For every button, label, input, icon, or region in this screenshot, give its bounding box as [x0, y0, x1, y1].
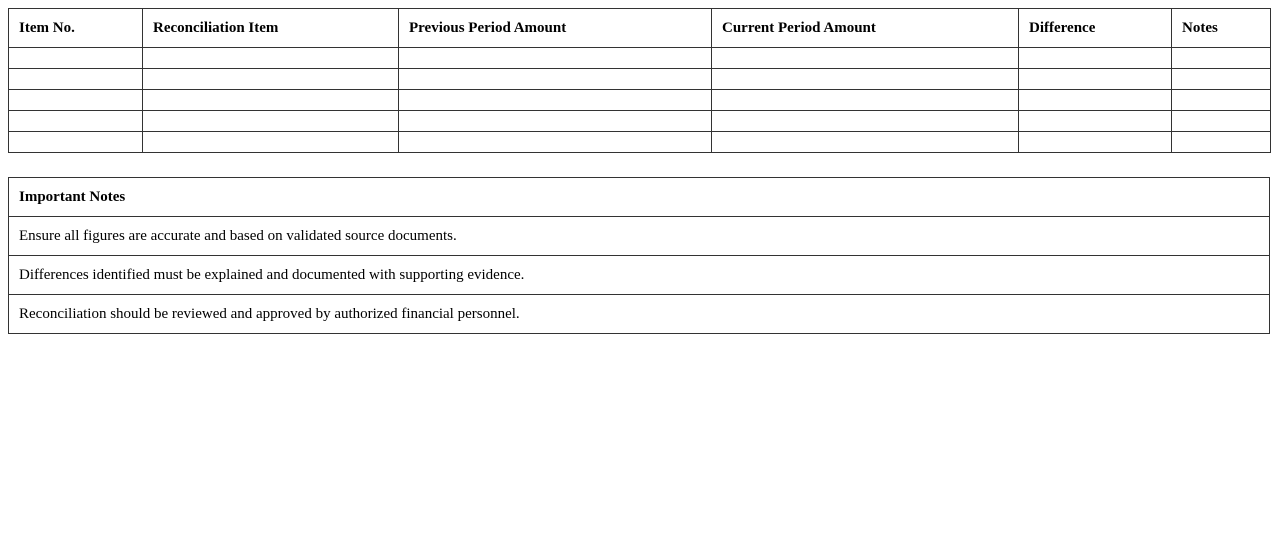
table-cell[interactable]: [399, 69, 712, 90]
table-cell[interactable]: [143, 111, 399, 132]
note-row: [9, 295, 1270, 334]
table-cell[interactable]: [1019, 90, 1172, 111]
table-row: [9, 48, 1271, 69]
table-cell[interactable]: [712, 69, 1019, 90]
table-cell[interactable]: [9, 132, 143, 153]
table-row: [9, 132, 1271, 153]
table-cell[interactable]: [9, 48, 143, 69]
table-cell[interactable]: [1172, 111, 1271, 132]
table-cell[interactable]: [399, 48, 712, 69]
table-cell[interactable]: [399, 90, 712, 111]
table-cell[interactable]: [1019, 48, 1172, 69]
reconciliation-table: [8, 8, 1271, 153]
header-notes: Notes: [1172, 9, 1271, 48]
table-cell[interactable]: [1019, 111, 1172, 132]
table-cell[interactable]: [143, 48, 399, 69]
note-text: Differences identified must be explained and documented with supporting evidence.: [9, 256, 1270, 295]
note-row: [9, 256, 1270, 295]
table-cell[interactable]: [399, 111, 712, 132]
table-cell[interactable]: [1172, 69, 1271, 90]
header-item-no: Item No.: [9, 9, 143, 48]
table-row: [9, 90, 1271, 111]
table-cell[interactable]: [1019, 69, 1172, 90]
table-cell[interactable]: [399, 132, 712, 153]
table-cell[interactable]: [9, 69, 143, 90]
table-cell[interactable]: [1019, 132, 1172, 153]
note-row: [9, 217, 1270, 256]
notes-header-row: [9, 178, 1270, 217]
table-row: [9, 69, 1271, 90]
table-cell[interactable]: [143, 132, 399, 153]
table-cell[interactable]: [1172, 48, 1271, 69]
note-text: Ensure all figures are accurate and based on validated source documents.: [9, 217, 1270, 256]
important-notes-table: [8, 177, 1270, 334]
table-cell[interactable]: [712, 90, 1019, 111]
table-cell[interactable]: [1172, 132, 1271, 153]
table-cell[interactable]: [712, 132, 1019, 153]
header-previous-period-amount: Previous Period Amount: [399, 9, 712, 48]
table-row: [9, 111, 1271, 132]
table-header-row: [9, 9, 1271, 48]
header-difference: Difference: [1019, 9, 1172, 48]
note-text: Reconciliation should be reviewed and approved by authorized financial personnel.: [9, 295, 1270, 334]
table-cell[interactable]: [9, 90, 143, 111]
table-cell[interactable]: [1172, 90, 1271, 111]
table-cell[interactable]: [143, 90, 399, 111]
header-current-period-amount: Current Period Amount: [712, 9, 1019, 48]
notes-title: Important Notes: [9, 178, 1270, 217]
table-cell[interactable]: [712, 111, 1019, 132]
table-cell[interactable]: [143, 69, 399, 90]
header-reconciliation-item: Reconciliation Item: [143, 9, 399, 48]
table-cell[interactable]: [9, 111, 143, 132]
table-cell[interactable]: [712, 48, 1019, 69]
